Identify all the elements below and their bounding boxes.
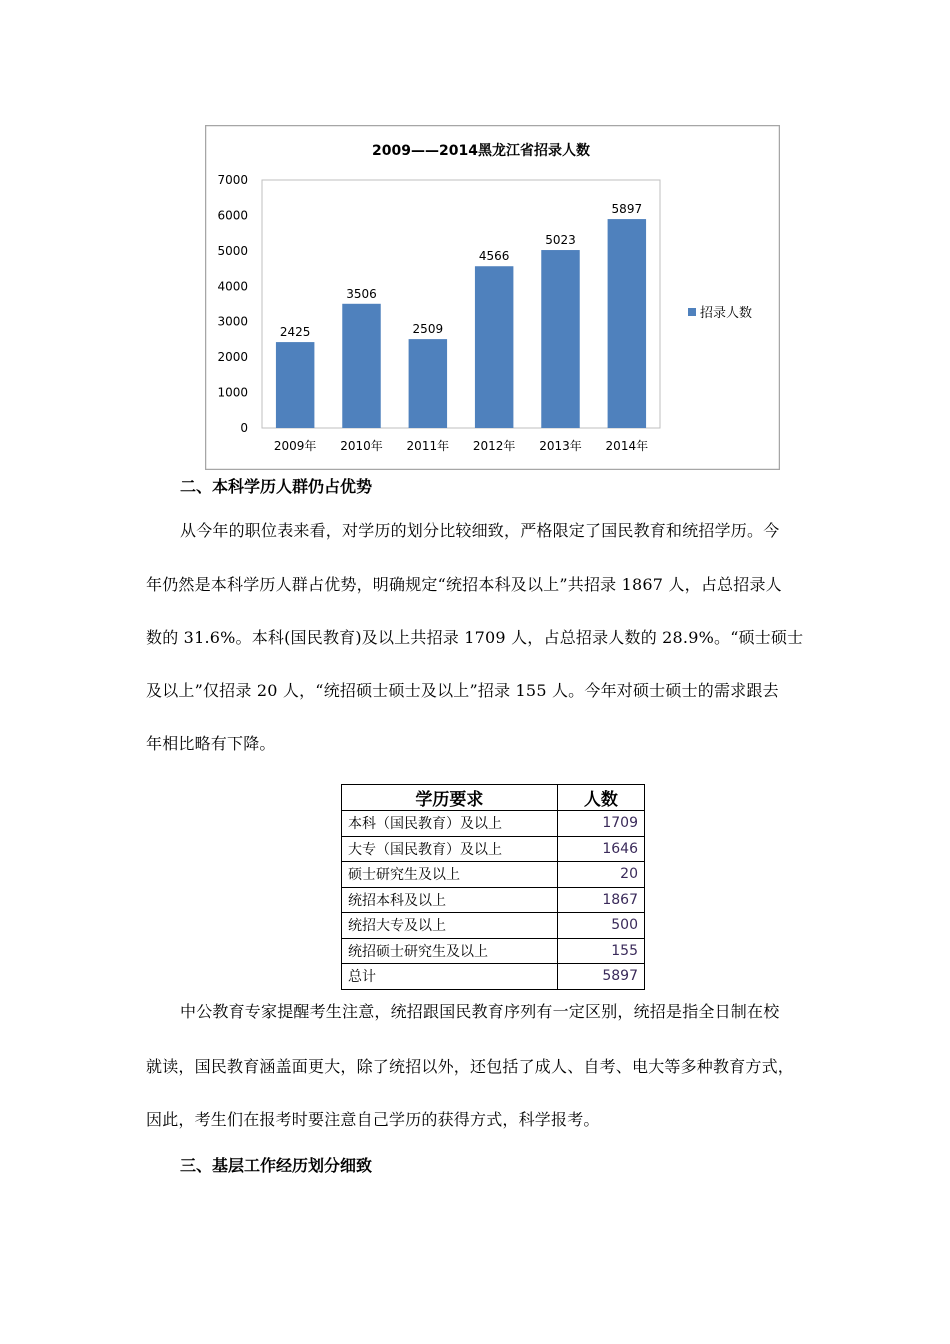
paragraph-line: 因此，考生们在报考时要注意自己学历的获得方式，科学报考。 <box>146 1110 600 1129</box>
data-label: 2425 <box>279 325 311 340</box>
row-label: 统招硕士研究生及以上 <box>342 938 558 964</box>
table-row <box>342 836 645 862</box>
row-value: 155 <box>557 938 644 964</box>
column-header-education: 学历要求 <box>342 785 558 811</box>
bar <box>541 250 579 428</box>
chart-title: 2009——2014黑龙江省招录人数 <box>372 143 590 159</box>
y-tick-label: 4000 <box>217 279 248 294</box>
y-tick-label: 7000 <box>217 173 248 187</box>
paragraph-line: 数的 31.6%。本科(国民教育)及以上共招录 1709 人，占总招录人数的 28.9%。“硕士硕士 <box>146 628 804 647</box>
y-tick-label: 6000 <box>217 208 248 223</box>
data-label: 3506 <box>346 286 377 301</box>
row-label: 统招本科及以上 <box>342 887 558 913</box>
section-3-heading: 三、基层工作经历划分细致 <box>180 1156 373 1175</box>
x-tick-label: 2013年 <box>539 439 582 453</box>
row-label: 硕士研究生及以上 <box>342 862 558 888</box>
section-2-heading: 二、本科学历人群仍占优势 <box>180 477 373 496</box>
data-label: 5897 <box>611 202 643 217</box>
data-label: 4566 <box>478 249 510 264</box>
row-value: 5897 <box>557 964 644 990</box>
column-header-count: 人数 <box>557 785 644 811</box>
y-tick-label: 3000 <box>217 314 248 329</box>
paragraph-line: 年仍然是本科学历人群占优势，明确规定“统招本科及以上”共招录 1867 人，占总招录人 <box>146 575 782 594</box>
row-value: 20 <box>557 862 644 888</box>
bar <box>409 339 447 428</box>
row-value: 1709 <box>557 811 644 837</box>
y-tick-label: 5000 <box>217 243 248 258</box>
table-header-row <box>342 785 645 811</box>
row-value: 1867 <box>557 887 644 913</box>
legend-label: 招录人数 <box>700 306 753 321</box>
data-label: 2509 <box>412 322 444 337</box>
bar <box>475 266 513 428</box>
table-row-total <box>342 964 645 990</box>
paragraph-line: 年相比略有下降。 <box>146 734 276 753</box>
table-row <box>342 913 645 939</box>
table-row <box>342 887 645 913</box>
row-value: 1646 <box>557 836 644 862</box>
x-tick-label: 2011年 <box>406 439 450 453</box>
bar <box>276 342 314 428</box>
x-tick-label: 2012年 <box>472 439 516 453</box>
chart-svg <box>205 125 780 470</box>
bar <box>342 304 380 428</box>
data-label: 5023 <box>545 233 576 248</box>
table-row <box>342 862 645 888</box>
legend-swatch <box>688 308 696 316</box>
paragraph-line: 就读，国民教育涵盖面更大，除了统招以外，还包括了成人、自考、电大等多种教育方式， <box>146 1057 795 1076</box>
row-value: 500 <box>557 913 644 939</box>
row-label: 大专（国民教育）及以上 <box>342 836 558 862</box>
row-label: 统招大专及以上 <box>342 913 558 939</box>
paragraph-line: 及以上”仅招录 20 人，“统招硕士硕士及以上”招录 155 人。今年对硕士硕士的需求跟去 <box>146 681 779 700</box>
bar <box>608 219 646 428</box>
y-tick-label: 1000 <box>217 385 248 400</box>
x-tick-label: 2014年 <box>605 439 649 453</box>
paragraph-line: 中公教育专家提醒考生注意，统招跟国民教育序列有一定区别，统招是指全日制在校 <box>180 1002 780 1021</box>
paragraph-line: 从今年的职位表来看，对学历的划分比较细致，严格限定了国民教育和统招学历。今 <box>180 521 780 540</box>
table-row <box>342 938 645 964</box>
x-tick-label: 2010年 <box>340 439 383 453</box>
row-label: 本科（国民教育）及以上 <box>342 811 558 837</box>
row-label: 总计 <box>342 964 558 990</box>
table-row <box>342 811 645 837</box>
y-tick-label: 2000 <box>217 350 248 365</box>
x-tick-label: 2009年 <box>273 439 317 453</box>
recruitment-bar-chart <box>205 125 780 470</box>
y-tick-label: 0 <box>240 421 248 435</box>
education-requirements-table <box>341 784 645 990</box>
